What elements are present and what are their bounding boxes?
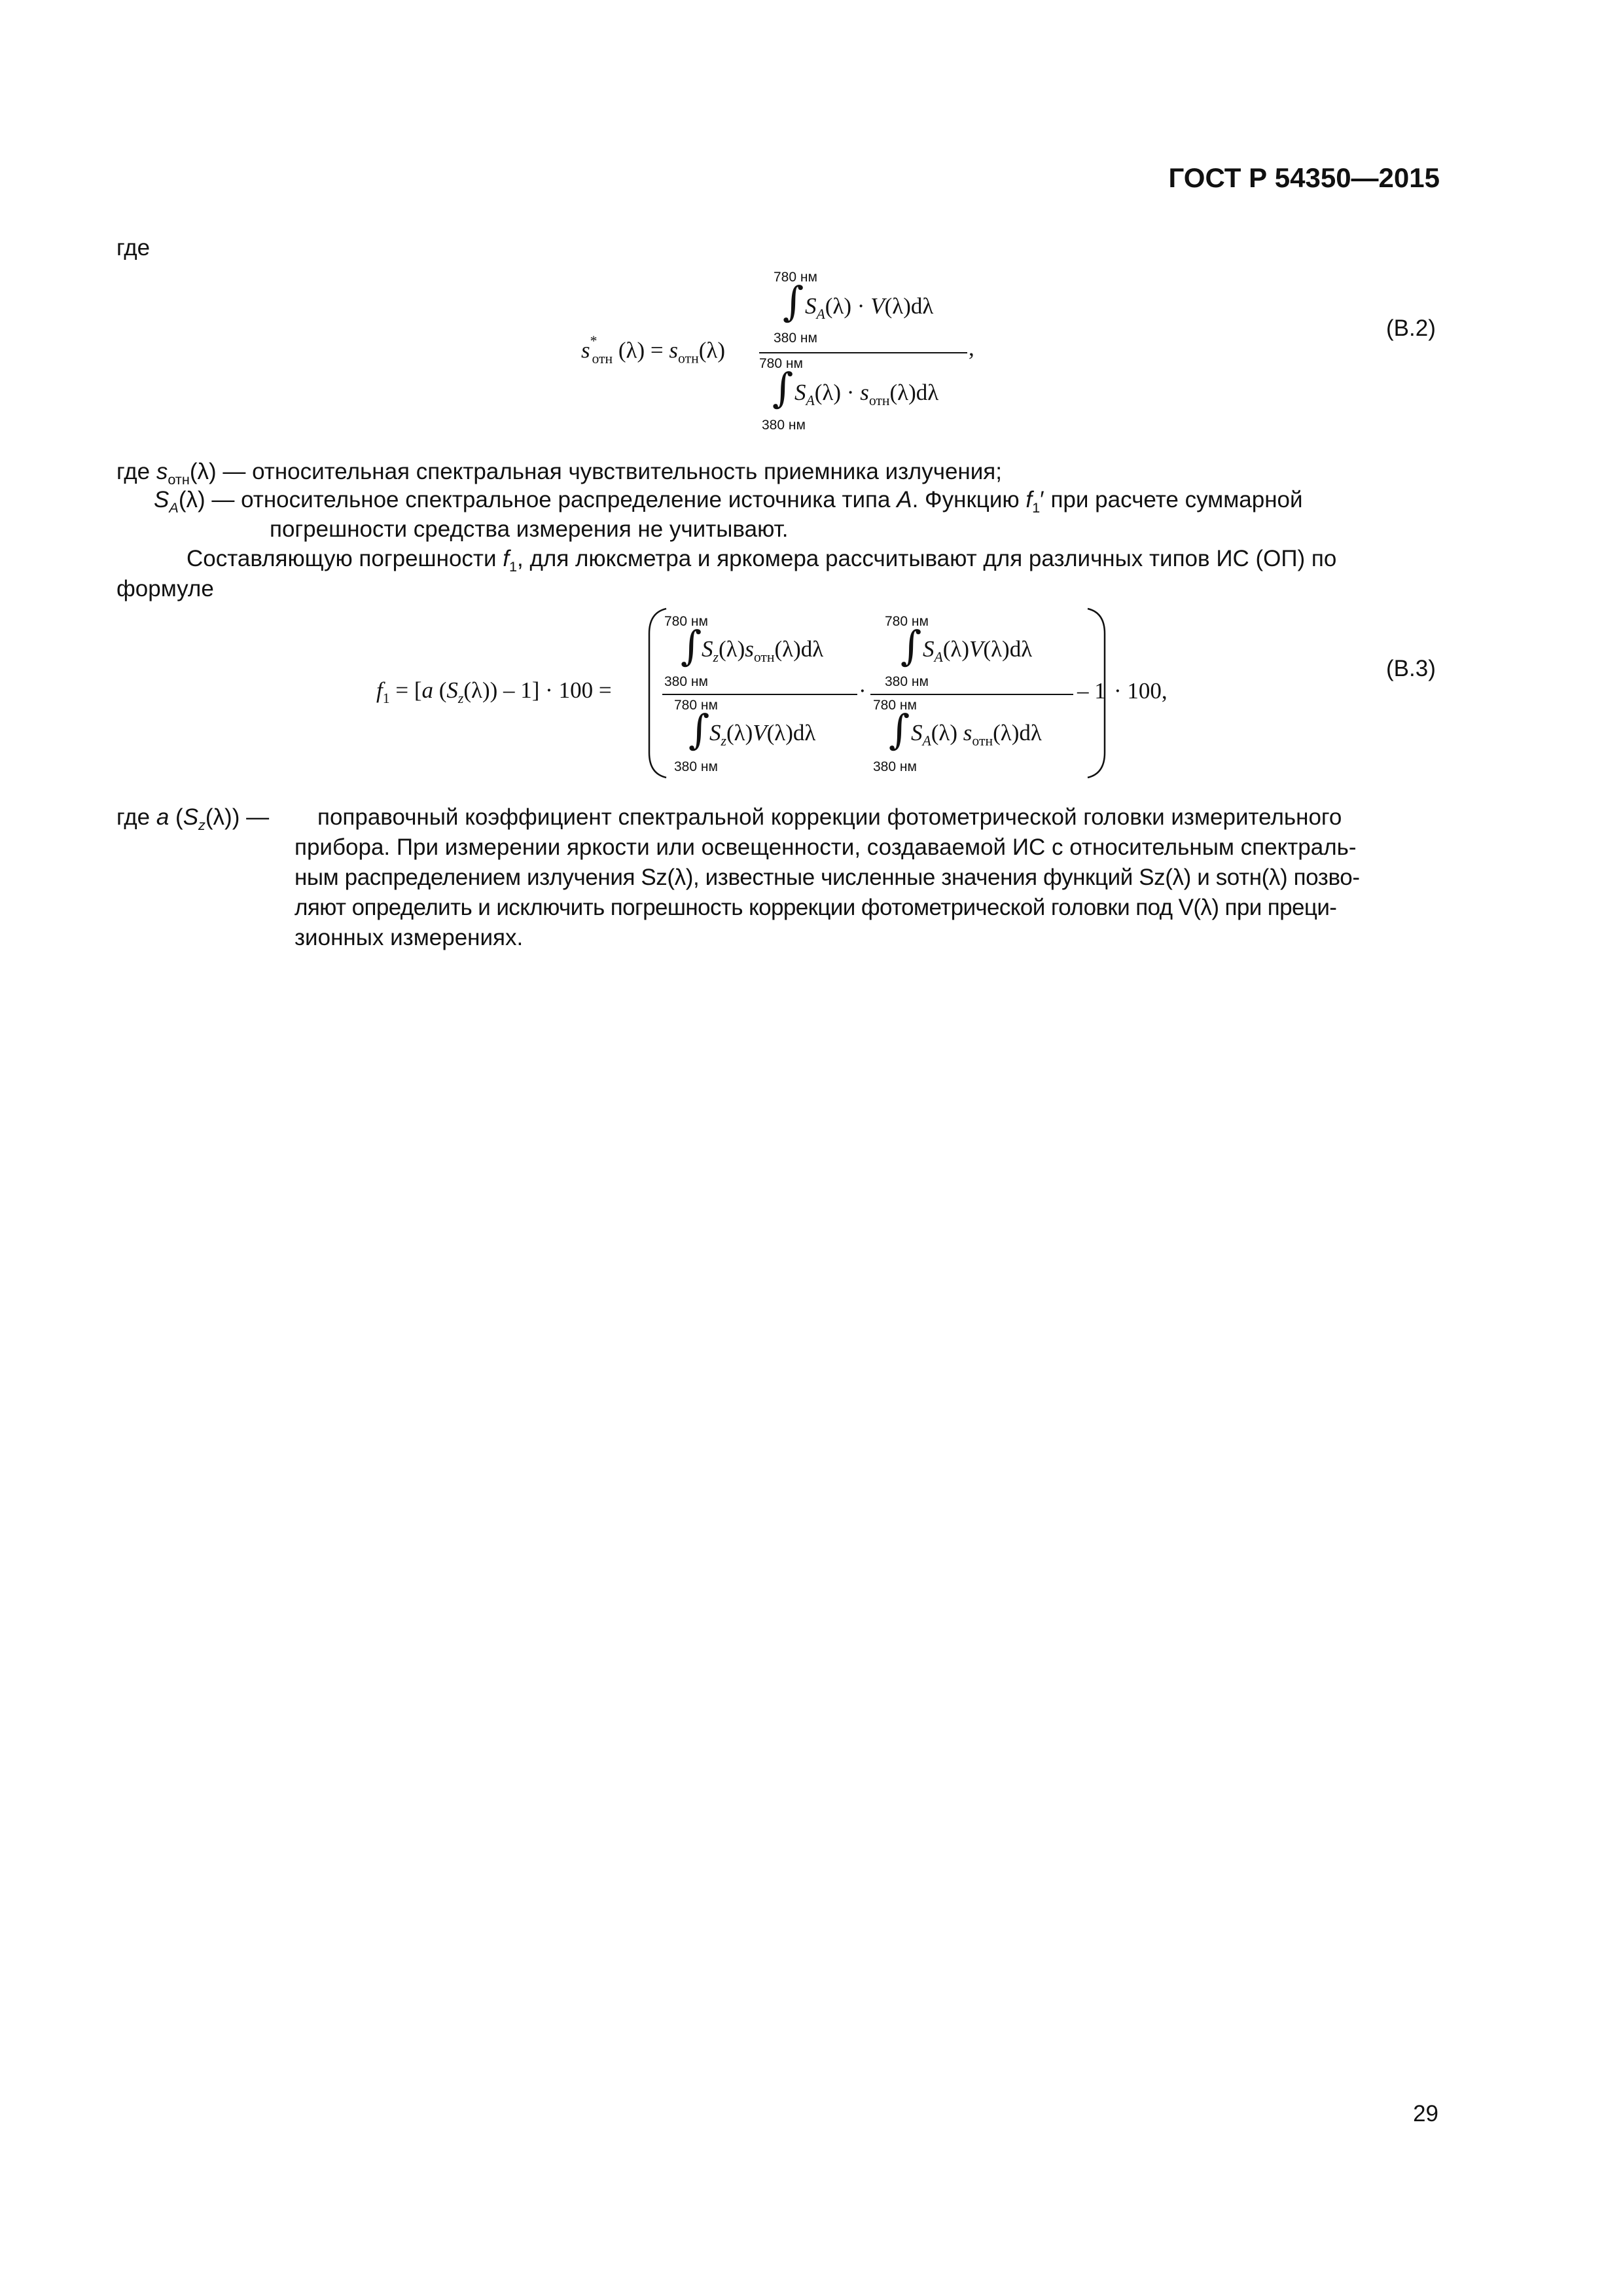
b2-den-integral-icon: ∫: [772, 364, 794, 412]
equation-number-b2: (В.2): [1386, 315, 1436, 341]
b3-f2-den-integrand: $S_A(\lambda)$ $s_{отн}(\lambda)d\lambda$: [911, 720, 1042, 749]
b3-f2-fraction-line: [870, 694, 1073, 695]
document-code: ГОСТ Р 54350—2015: [1168, 162, 1440, 193]
definition-a-sz-term: где a $(S_z(\lambda))$ —: [116, 804, 270, 833]
paragraph-line1: Составляющую погрешности $f_1$, для люксметра и яркомера рассчитывают для различных типов ИС (ОП) по: [187, 546, 1337, 575]
b3-f1-den-integral-icon: ∫: [688, 706, 710, 753]
definition-b3-line-2: прибора. При измерении яркости или освещенности, создаваемой ИС с относительным спектраль-: [294, 834, 1357, 860]
b3-f2-num-integrand: $S_A(\lambda)V(\lambda)d\lambda$: [923, 636, 1033, 665]
b2-den-integrand: $S_A(\lambda) \cdot s_{отн}(\lambda)d\lambda$: [794, 380, 939, 408]
definition-b3-line-4: ляют определить и исключить погрешность коррекции фотометрической головки под V(λ) при преци-: [294, 895, 1337, 920]
b3-f1-den-integrand: $S_z(\lambda)V(\lambda)d\lambda$: [709, 720, 816, 749]
b2-den-upper-limit: 780 нм: [759, 356, 803, 371]
b3-minus-one: – 1: [1077, 678, 1106, 704]
definition-b3-line-5: зионных измерениях.: [294, 925, 524, 950]
equation-number-b3: (В.3): [1386, 656, 1436, 681]
b3-f2-den-upper: 780 нм: [873, 698, 917, 713]
b3-f1-num-upper: 780 нм: [664, 614, 708, 629]
definition-sa-line2: погрешности средства измерения не учитывают.: [270, 516, 789, 542]
b2-comma: ,: [969, 335, 974, 361]
b3-f2-num-integral-icon: ∫: [901, 622, 922, 670]
b2-num-integral-icon: ∫: [783, 278, 804, 325]
b3-left-bracket: [644, 607, 670, 779]
definition-b3-prefix: где: [116, 804, 151, 830]
b2-den-lower-limit: 380 нм: [762, 418, 806, 433]
b3-f1-den-lower: 380 нм: [674, 759, 718, 774]
paragraph-line1-a: Составляющую погрешности: [187, 546, 497, 571]
intro-where: где: [116, 235, 151, 260]
b3-f2-num-lower: 380 нм: [885, 674, 929, 689]
formula-b2-lhs: $s^*_{отн}$ $(\lambda) = s_{отн}(\lambda)$: [581, 333, 725, 367]
b3-f2-den-lower: 380 нм: [873, 759, 917, 774]
b3-f1-num-lower: 380 нм: [664, 674, 708, 689]
definition-sa-text-a: — относительное спектральное распределение источника типа: [211, 487, 891, 512]
b3-f2-den-integral-icon: ∫: [889, 706, 910, 753]
b3-f1-num-integrand: $S_z(\lambda)s_{отн}(\lambda)d\lambda$: [702, 636, 824, 665]
b3-f1-num-integral-icon: ∫: [681, 622, 702, 670]
paragraph-line1-b: , для люксметра и яркомера рассчитывают для различных типов ИС (ОП) по: [517, 546, 1337, 571]
b3-times-100: · 100,: [1114, 678, 1168, 704]
b2-num-upper-limit: 780 нм: [774, 270, 817, 285]
paragraph-line2: формуле: [116, 576, 214, 601]
definition-sa-text-c: при расчете суммарной: [1050, 487, 1303, 512]
definition-b3-line-3: ным распределением излучения Sz(λ), известные численные значения функций Sz(λ) и sотн(λ) позво-: [294, 865, 1360, 890]
definition-sa: $S_A(\lambda)$ — относительное спектральное распределение источника типа A. Функцию $f_1'$ при расчете суммарной: [154, 487, 1303, 516]
definition-s-otn: где $s_{отн}(\lambda)$ — относительная спектральная чувствительность приемника излучения;: [116, 459, 1002, 488]
formula-b3: [0, 0, 1623, 785]
b3-multiply-dot: ·: [859, 678, 866, 704]
definition-sa-text-b: Функцию: [925, 487, 1020, 512]
b2-num-integrand: $S_A(\lambda) \cdot V(\lambda)d\lambda$: [805, 293, 934, 322]
b3-f1-fraction-line: [662, 694, 857, 695]
page-number: 29: [1413, 2101, 1438, 2126]
b3-lhs: $f_1 = [a$ $(S_z(\lambda)) - 1] \cdot 100$ =: [376, 677, 612, 706]
b3-f1-den-upper: 780 нм: [674, 698, 718, 713]
definition-b3-line-1: поправочный коэффициент спектральной коррекции фотометрической головки измерительного: [317, 804, 1342, 830]
b3-f2-num-upper: 780 нм: [885, 614, 929, 629]
definition-prefix: где: [116, 459, 151, 484]
definition-s-otn-text: — относительная спектральная чувствительность приемника излучения;: [223, 459, 1002, 484]
b2-num-lower-limit: 380 нм: [774, 331, 817, 346]
